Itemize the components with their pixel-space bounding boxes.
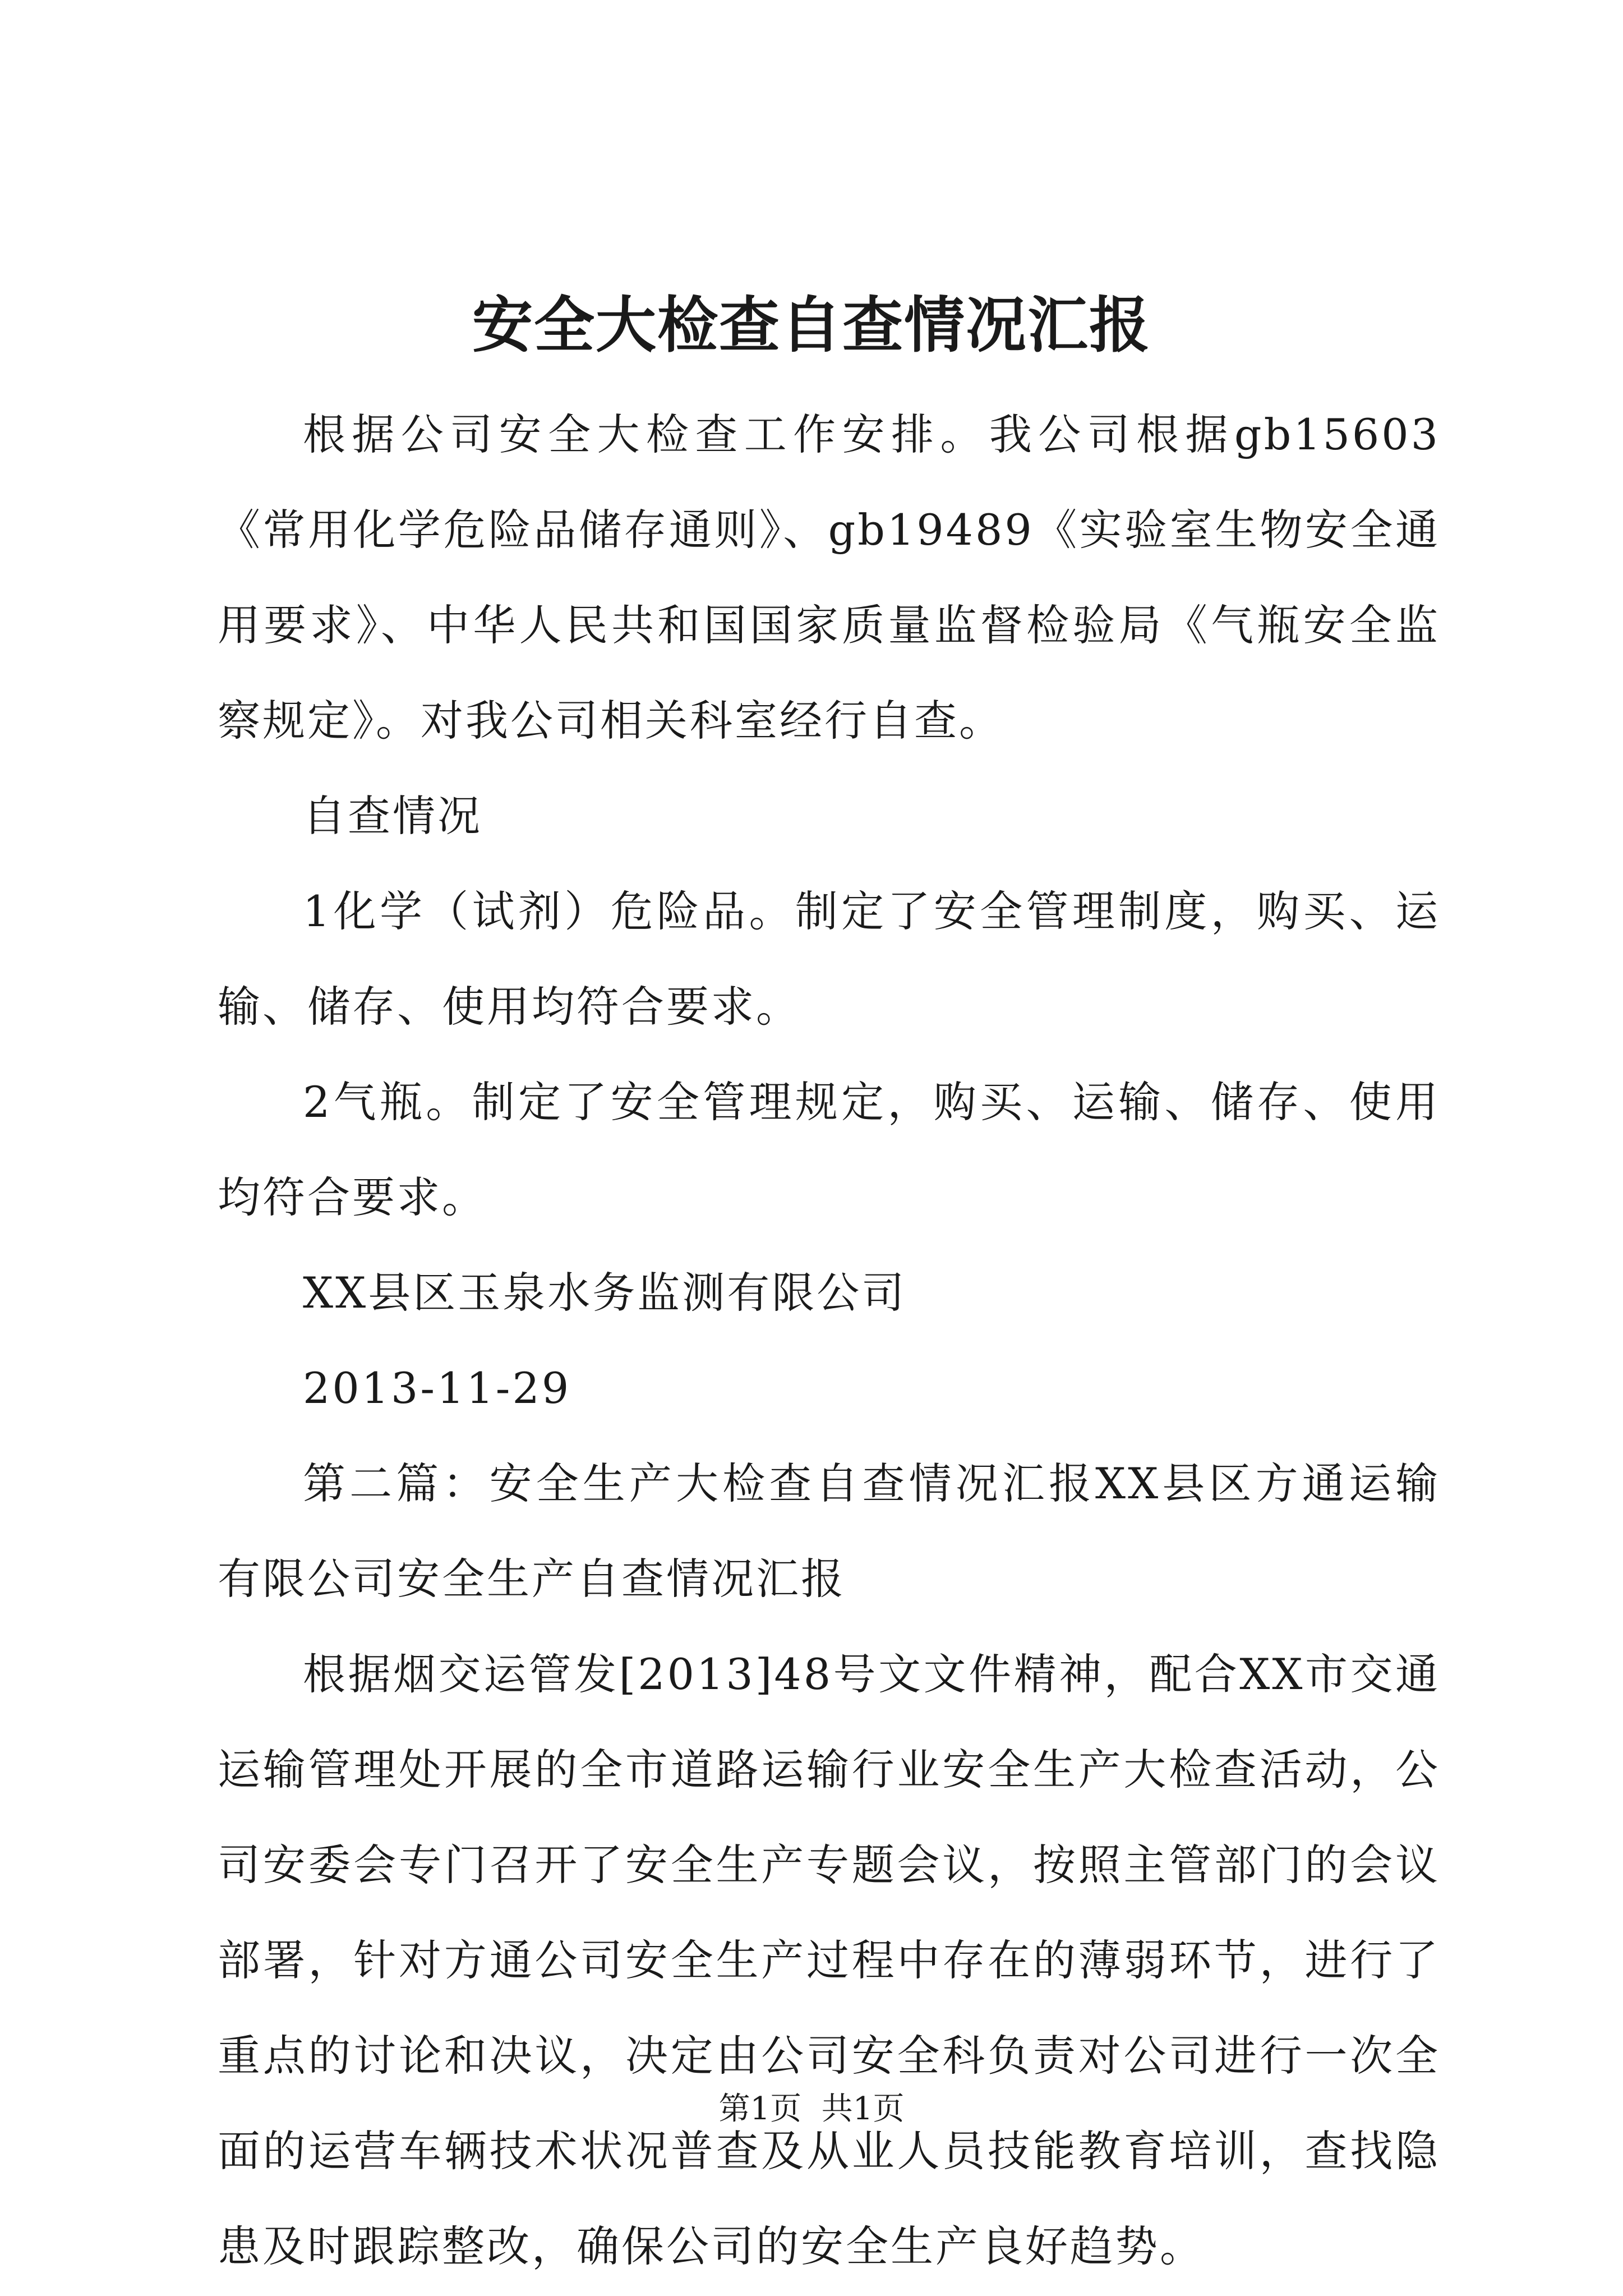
footer-page-number: 1 <box>750 2091 771 2127</box>
footer-total-suffix: 页 <box>873 2091 905 2127</box>
paragraph-date: 2013-11-29 <box>303 1363 571 1413</box>
footer-total-prefix: 共 <box>821 2091 853 2127</box>
footer-gap <box>801 2091 822 2127</box>
paragraph-part-two-heading: 第二篇：安全生产大检查自查情况汇报XX县区方通运输有限公司安全生产自查情况汇报 <box>218 1458 1440 1604</box>
paragraph-company-signature: XX县区玉泉水务监测有限公司 <box>303 1268 907 1318</box>
page-footer <box>0 2087 1623 2132</box>
paragraph-intro: 根据公司安全大检查工作安排。我公司根据gb15603《常用化学危险品储存通则》、gb19489《实验室生物安全通用要求》、中华人民共和国国家质量监督检验局《气瓶安全监察规定》。对我公司相关科室经行自查。 <box>218 409 1440 746</box>
footer-page-prefix: 第 <box>718 2091 750 2127</box>
paragraph-item-chemicals: 1化学（试剂）危险品。制定了安全管理制度，购买、运输、储存、使用均符合要求。 <box>218 886 1440 1032</box>
footer-page-suffix: 页 <box>770 2091 802 2127</box>
footer-total-pages: 1 <box>852 2091 873 2127</box>
paragraph-item-gas-cylinders: 2气瓶。制定了安全管理规定，购买、运输、储存、使用均符合要求。 <box>218 1077 1440 1222</box>
document-body <box>218 387 1440 2294</box>
paragraph-part-two-body: 根据烟交运管发[2013]48号文文件精神，配合XX市交通运输管理处开展的全市道路运输行业安全生产大检查活动，公司安委会专门召开了安全生产专题会议，按照主管部门的会议部署，针对方通公司安全生产过程中存在的薄弱环节，进行了重点的讨论和决议，决定由公司安全科负责对公司进行一次全面的运营车辆技术状况普查及从业人员技能教育培训，查找隐患及时跟踪整改，确保公司的安全生产良好趋势。 <box>218 1649 1440 2271</box>
paragraph-section-heading: 自查情况 <box>303 791 482 841</box>
document-title: 安全大检查自查情况汇报 <box>472 290 1151 361</box>
